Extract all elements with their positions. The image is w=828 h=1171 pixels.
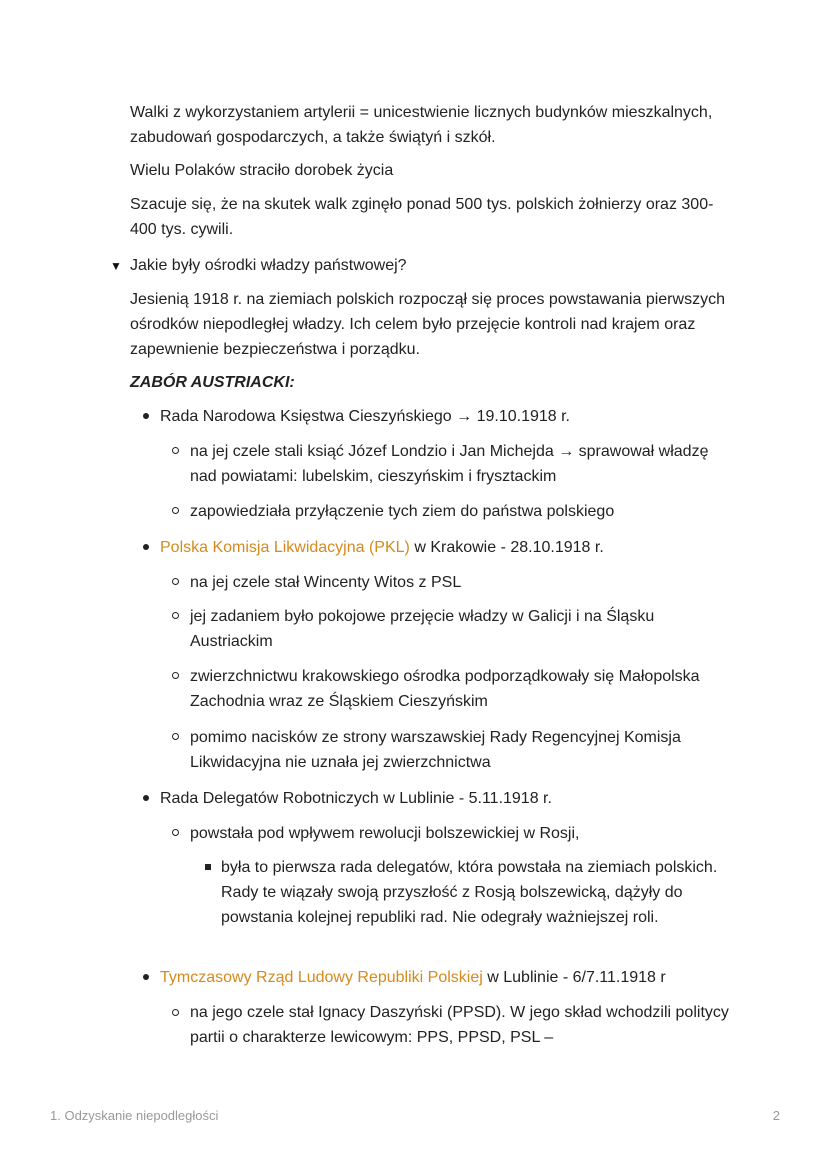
bullet-circle-icon [172,447,179,454]
list-item-pkl [160,535,730,560]
list-item-lublin-council: Rada Delegatów Robotniczych w Lublinie - 5.11.1918 r. [160,790,552,807]
bullet-circle-icon [172,612,179,619]
toggle-section-power-centers[interactable] [110,253,407,279]
list-item-cieszyn-council: Rada Narodowa Księstwa Cieszyńskiego → 19.10.1918 r. [160,408,570,425]
bullet-circle-icon [172,578,179,585]
list-subitem: na jego czele stał Ignacy Daszyński (PPSD). W jego skład wchodzili politycy partii o charakterze lewicowym: PPS, PPSD, PSL – [190,1004,729,1046]
bullet-circle-icon [172,672,179,679]
bullet-disc-icon [143,974,149,980]
bullet-circle-icon [172,733,179,740]
bullet-disc-icon [143,413,149,419]
list-subitem: powstała pod wpływem rewolucji bolszewickiej w Rosji, [190,825,580,842]
list-item-text: w Lublinie - 6/7.11.1918 r [482,969,666,986]
footer-chapter-title: 1. Odzyskanie niepodległości [50,1108,219,1123]
toggle-label: Jakie były ośrodki władzy państwowej? [130,257,407,274]
list-subitem: zwierzchnictwu krakowskiego ośrodka podporządkowały się Małopolska Zachodnia wraz ze Śląskiem Cieszyńskim [190,668,700,710]
paragraph-intro: Jesienią 1918 r. na ziemiach polskich rozpoczął się proces powstawania pierwszych ośrodków niepodległej władzy. Ich celem było przejęcie kontroli nad krajem oraz zapewnienie bezpieczeństwa i porządku. [130,291,725,358]
list-subitem: jej zadaniem było pokojowe przejęcie władzy w Galicji i na Śląsku Austriackim [190,608,655,650]
provisional-government-link[interactable]: Tymczasowy Rząd Ludowy Republiki Polskiej [160,969,483,986]
bullet-circle-icon [172,829,179,836]
list-item-provisional-government [160,965,730,990]
section-heading-austrian-partition: ZABÓR AUSTRIACKI: [130,374,295,391]
toggle-triangle-icon[interactable]: ▼ [110,259,122,273]
list-subitem: na jej czele stał Wincenty Witos z PSL [190,574,462,591]
list-subitem: na jej czele stali ksiąć Józef Londzio i Jan Michejda → sprawował władzę nad powiatami: lubelskim, cieszyńskim i frysztackim [190,443,709,485]
footer-page-number: 2 [772,1108,780,1123]
bullet-disc-icon [143,795,149,801]
paragraph-casualties: Szacuje się, że na skutek walk zginęło ponad 500 tys. polskich żołnierzy oraz 300-400 tys. cywili. [130,196,714,238]
bullet-disc-icon [143,544,149,550]
list-subitem: zapowiedziała przyłączenie tych ziem do państwa polskiego [190,503,615,520]
list-subitem: pomimo nacisków ze strony warszawskiej Rady Regencyjnej Komisja Likwidacyjna nie uznała jej zwierzchnictwa [190,729,681,771]
pkl-link[interactable]: Polska Komisja Likwidacyjna (PKL) [160,539,410,556]
list-item-text: w Krakowie - 28.10.1918 r. [409,539,604,556]
bullet-circle-icon [172,507,179,514]
paragraph-artillery: Walki z wykorzystaniem artylerii = unicestwienie licznych budynków mieszkalnych, zabudowań gospodarczych, a także świątyń i szkół. [130,104,713,146]
paragraph-losses: Wielu Polaków straciło dorobek życia [130,162,394,179]
bullet-square-icon [205,864,211,870]
list-subsubitem: była to pierwsza rada delegatów, która powstała na ziemiach polskich. Rady te wiązały swoją przyszłość z Rosją bolszewicką, dążyły do powstania kolejnej republiki rad. Nie odegrały ważniejszej roli. [221,859,718,926]
bullet-circle-icon [172,1009,179,1016]
